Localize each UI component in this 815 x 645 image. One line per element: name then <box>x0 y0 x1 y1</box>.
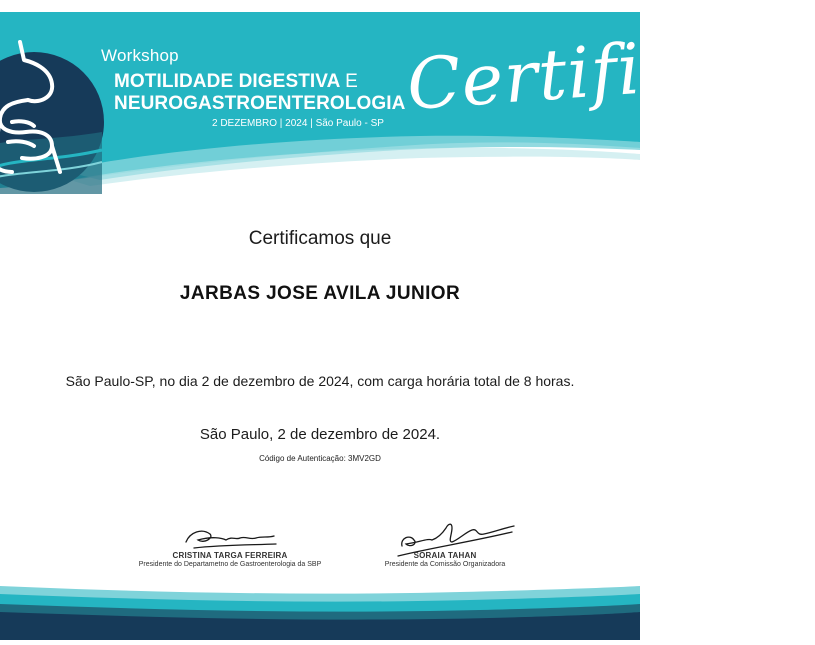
recipient-name: JARBAS JOSE AVILA JUNIOR <box>179 283 461 304</box>
signatory-1-name: CRISTINA TARGA FERREIRA <box>172 551 288 560</box>
signature-1-stroke <box>186 531 274 542</box>
workshop-label: Workshop <box>101 46 179 65</box>
signature-strokes <box>0 498 640 558</box>
body-line-2: São Paulo-SP, no dia 2 de dezembro de 2024, com carga horária total de 8 horas. <box>65 373 575 389</box>
intro-text: Certificamos que <box>248 228 392 249</box>
event-meta: 2 DEZEMBRO | 2024 | São Paulo - SP <box>212 118 384 129</box>
footer-waves <box>0 580 640 640</box>
certificate-heading: Certificado <box>404 15 815 126</box>
signatory-2-name: SORAIA TAHAN <box>413 551 477 560</box>
title-line2: NEUROGASTROENTEROLOGIA <box>114 93 406 114</box>
signature-block-2 <box>360 551 530 568</box>
signature-1-underline <box>194 544 276 548</box>
signatory-1-role: Presidente do Departametno de Gastroenterologia da SBP <box>138 561 322 568</box>
title-line1: MOTILIDADE DIGESTIVA <box>114 71 340 92</box>
workshop-title <box>114 71 405 115</box>
signatory-2-role: Presidente da Comissão Organizadora <box>384 561 506 568</box>
auth-code: Código de Autenticação: 3MV2GD <box>259 454 381 463</box>
header-banner <box>0 0 815 200</box>
title-line1-conj: E <box>345 71 358 92</box>
place-date: São Paulo, 2 de dezembro de 2024. <box>199 426 441 443</box>
signature-block-1 <box>120 551 340 568</box>
digestive-system-icon <box>0 22 104 194</box>
